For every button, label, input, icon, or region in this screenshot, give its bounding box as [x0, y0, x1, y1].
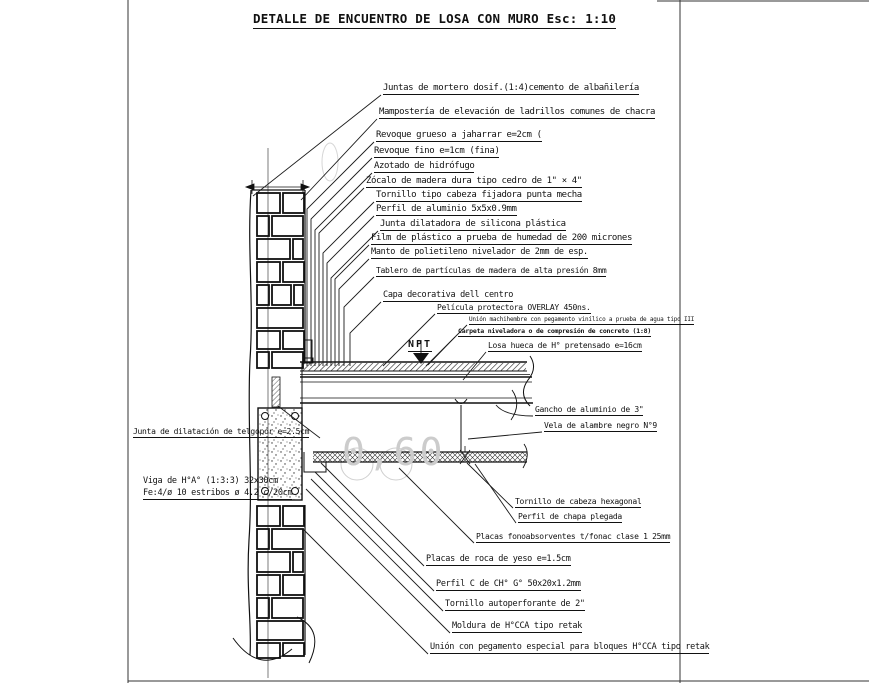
callout-placas-yeso: Placas de roca de yeso e=1.5cm [426, 554, 571, 564]
floor-hatch [302, 363, 526, 371]
slab-break-curve-2 [511, 390, 517, 420]
callout-zocalo-madera: Zócalo de madera dura tipo cedro de 1" × 4" [366, 177, 582, 188]
callout-juntas-mortero: Juntas de mortero dosif.(1:4)cemento de albañilería [383, 84, 639, 95]
callout-placas-fonoabsorbentes: Placas fonoabsorventes t/fonac clase 1 25mm [476, 533, 670, 543]
callout-perfil-aluminio: Perfil de aluminio 5x5x0.9mm [376, 205, 517, 216]
callout-losa-hueca: Losa hueca de H° pretensado e=16cm [488, 342, 642, 352]
callout-union-machihembre: Unión machihembre con pegamento vinílico a prueba de agua tipo III [469, 317, 694, 325]
callout-revoque-fino: Revoque fino e=1cm (fina) [374, 147, 499, 158]
brick-wall-lower [257, 506, 304, 658]
callout-carpeta-niveladora: Carpeta niveladora o de compresión de concreto (1:8) [458, 327, 652, 335]
callout-viga-armadura: Fe:4/ø 10 estribos ø 4.2 c/20cm [143, 488, 293, 498]
callout-mamposteria: Mampostería de elevación de ladrillos comunes de chacra [379, 108, 655, 119]
callout-junta-silicona: Junta dilatadora de silicona plástica [380, 220, 566, 231]
npt-marker-label: NPT [408, 339, 433, 350]
callout-capa-decorativa: Capa decorativa dell centro [383, 290, 514, 300]
callout-tornillo-fijador: Tornillo tipo cabeza fijadora punta mecha [376, 191, 582, 202]
callout-tornillo-hexagonal: Tornillo de cabeza hexagonal [515, 498, 641, 508]
callout-film-plastico: Film de plástico a prueba de humedad de 200 micrones [371, 234, 632, 245]
callout-moldura-hcca: Moldura de H°CCA tipo retak [452, 621, 583, 631]
dimension-artifact: 0,60 [342, 430, 446, 474]
brick-wall-upper [257, 193, 304, 368]
callout-perfil-chapa: Perfil de chapa plegada [518, 513, 622, 523]
callout-union-pegamento: Unión con pegamento especial para bloques H°CCA tipo retak [430, 642, 710, 652]
callout-vela-alambre: Vela de alambre negro N°9 [544, 422, 657, 432]
dimension-arrows [246, 180, 309, 194]
callout-gancho-aluminio: Gancho de aluminio de 3" [535, 406, 643, 416]
callout-tornillo-autoperforante: Tornillo autoperforante de 2" [445, 599, 585, 609]
callout-pelicula-overlay: Película protectora OVERLAY 450ns. [437, 304, 591, 314]
callout-manto-polietileno: Manto de polietileno nivelador de 2mm de esp. [371, 247, 588, 257]
drawing-title: DETALLE DE ENCUENTRO DE LOSA CON MURO Esc: 1:10 [253, 11, 616, 29]
hanger-wire [455, 399, 467, 452]
callout-junta-telgopor: Junta de dilatación de telgopor e=2.5cm [133, 428, 309, 438]
callout-tablero-particulas: Tablero de partículas de madera de alta presión 8mm [376, 267, 606, 277]
callout-azotado-hidrofugo: Azotado de hidrófugo [374, 162, 474, 173]
callout-revoque-grueso: Revoque grueso a jaharrar e=2cm ( [376, 131, 542, 142]
zocalo-detail [303, 340, 313, 363]
callout-viga-ha: Viga de H°A° (1:3:3) 32x30cm [143, 476, 278, 486]
telgopor-joint [272, 377, 280, 407]
callout-perfil-c: Perfil C de CH° G° 50x20x1.2mm [436, 579, 581, 589]
